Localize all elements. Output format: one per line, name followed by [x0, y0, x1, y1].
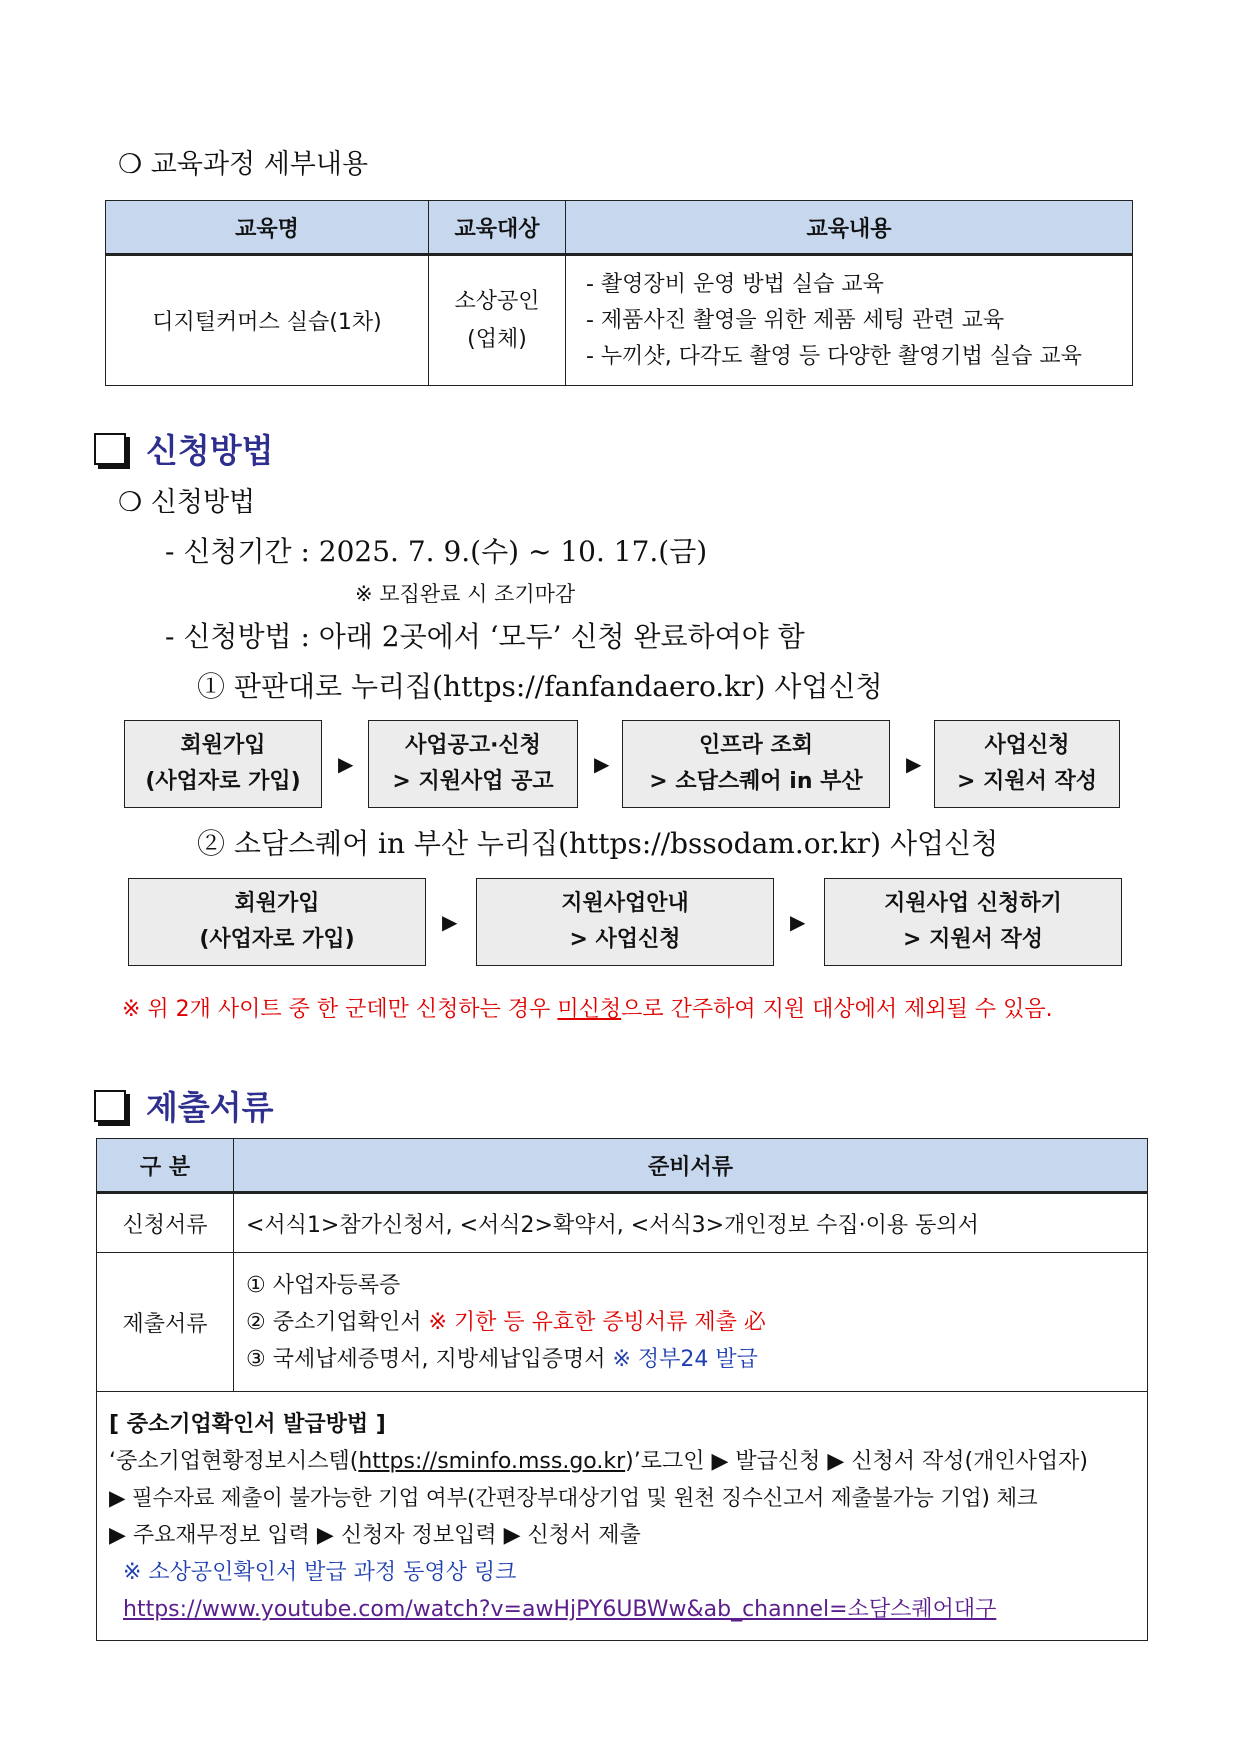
application-warning: [122, 992, 1053, 1023]
application-sub-heading: ❍ 신청방법: [118, 487, 256, 518]
flow1-step-signup-line2: (사업자로 가입): [145, 769, 301, 794]
warning-text-pre: ※ 위 2개 사이트 중 한 군데만 신청하는 경우: [122, 997, 558, 1022]
flow1-step-apply: [934, 720, 1120, 808]
flow2-step-apply: [824, 878, 1122, 966]
site2-label: ② 소담스퀘어 in 부산 누리집(https://bssodam.or.kr) 사업신청: [197, 827, 999, 860]
col-category: 구 분: [97, 1139, 234, 1193]
col-course-name: 교육명: [106, 201, 429, 255]
course-content-line2: - 제품사진 촬영을 위한 제품 세팅 관련 교육: [586, 307, 1005, 333]
course-content-line3: - 누끼샷, 다각도 촬영 등 다양한 촬영기법 실습 교육: [586, 343, 1082, 369]
col-course-target: 교육대상: [429, 201, 566, 255]
documents-table-header: [97, 1139, 1148, 1193]
sminfo-link[interactable]: https://sminfo.mss.go.kr: [358, 1449, 626, 1474]
arrow-right-icon: ▶: [906, 752, 922, 776]
submit-item-3: [246, 1341, 1146, 1378]
application-period-note: ※ 모집완료 시 조기마감: [355, 582, 576, 606]
course-target-line1: 소상공인: [454, 288, 540, 314]
guide-line1-pre: ‘중소기업현황정보시스템(: [109, 1449, 359, 1474]
col-course-content: 교육내용: [566, 201, 1133, 255]
documents-section-heading: [94, 1082, 274, 1129]
arrow-right-icon: ▶: [338, 752, 354, 776]
arrow-right-icon: ▶: [442, 910, 458, 934]
flow1-step-infra-line1: 인프라 조회: [699, 733, 813, 758]
flow2-step-apply-line2: > 지원서 작성: [902, 927, 1043, 952]
warning-text-underlined: 미신청: [557, 997, 622, 1022]
apply-docs-label: 신청서류: [97, 1193, 234, 1253]
submit-item-2: [246, 1304, 1146, 1341]
warning-text-post: 으로 간주하여 지원 대상에서 제외될 수 있음.: [621, 997, 1053, 1022]
course-table: [105, 200, 1133, 386]
course-name: 디지털커머스 실습(1차): [106, 255, 429, 386]
site1-label: ① 판판대로 누리집(https://fanfandaero.kr) 사업신청: [197, 670, 883, 703]
flow1-step-infra-line2: > 소담스퀘어 in 부산: [649, 769, 863, 794]
application-method: - 신청방법 : 아래 2곳에서 ‘모두’ 신청 완료하여야 함: [165, 620, 805, 653]
flow2-step-guide: [476, 878, 774, 966]
video-link-row: [109, 1591, 1137, 1628]
flow2-step-apply-line1: 지원사업 신청하기: [884, 891, 1062, 916]
flow2-step-guide-line2: > 사업신청: [569, 927, 681, 952]
flow2-step-guide-line1: 지원사업안내: [561, 891, 689, 916]
course-target-line2: (업체): [467, 326, 527, 352]
flow1-step-notice-line1: 사업공고·신청: [405, 733, 541, 758]
flow1-step-infra: [622, 720, 890, 808]
guide-line1-post: )’로그인 ▶ 발급신청 ▶ 신청서 작성(개인사업자): [625, 1449, 1088, 1474]
flow1-step-notice: [368, 720, 578, 808]
course-table-header: [106, 201, 1133, 255]
table-row: [106, 255, 1133, 386]
flow2-step-signup: [128, 878, 426, 966]
submit-item-3-note: ※ 정부24 발급: [612, 1346, 758, 1372]
submit-item-3-text: ③ 국세납세증명서, 지방세납입증명서: [246, 1346, 613, 1372]
arrow-right-icon: ▶: [790, 910, 806, 934]
table-row: [97, 1193, 1148, 1253]
application-section-title: 신청방법: [146, 431, 274, 470]
flow1-step-apply-line2: > 지원서 작성: [956, 769, 1097, 794]
documents-table: [96, 1138, 1148, 1641]
issuance-guide: [97, 1392, 1148, 1641]
course-target: [429, 255, 566, 386]
flow2-step-signup-line2: (사업자로 가입): [199, 927, 355, 952]
documents-section-title: 제출서류: [146, 1088, 274, 1127]
submit-item-2-note: ※ 기한 등 유효한 증빙서류 제출 必: [428, 1309, 766, 1335]
guide-line1: [109, 1443, 1137, 1480]
course-content: [566, 255, 1133, 386]
video-note: ※ 소상공인확인서 발급 과정 동영상 링크: [123, 1560, 517, 1585]
submit-item-2-text: ② 중소기업확인서: [246, 1309, 429, 1335]
apply-docs-value: <서식1>참가신청서, <서식2>확약서, <서식3>개인정보 수집·이용 동의서: [234, 1193, 1148, 1253]
course-content-line1: - 촬영장비 운영 방법 실습 교육: [586, 271, 884, 297]
flow2-step-signup-line1: 회원가입: [234, 891, 320, 916]
flow1-step-signup-line1: 회원가입: [180, 733, 266, 758]
col-documents: 준비서류: [234, 1139, 1148, 1193]
guide-title: [ 중소기업확인서 발급방법 ]: [109, 1412, 386, 1437]
square-bullet-icon: [94, 433, 126, 465]
video-link[interactable]: https://www.youtube.com/watch?v=awHjPY6UBWw&ab_channel=소담스퀘어대구: [123, 1597, 997, 1622]
table-row: [97, 1253, 1148, 1392]
arrow-right-icon: ▶: [594, 752, 610, 776]
guide-line3: ▶ 주요재무정보 입력 ▶ 신청자 정보입력 ▶ 신청서 제출: [109, 1523, 641, 1548]
table-row: [97, 1392, 1148, 1641]
application-section-heading: [94, 425, 274, 472]
submit-docs-value: [234, 1253, 1148, 1392]
flow1-step-signup: [124, 720, 322, 808]
square-bullet-icon: [94, 1090, 126, 1122]
course-details-heading: ❍ 교육과정 세부내용: [118, 149, 369, 180]
flow1-step-apply-line1: 사업신청: [984, 733, 1070, 758]
submit-docs-label: 제출서류: [97, 1253, 234, 1392]
submit-item-1: ① 사업자등록증: [246, 1272, 401, 1298]
application-period: - 신청기간 : 2025. 7. 9.(수) ~ 10. 17.(금): [165, 535, 708, 568]
guide-line2: ▶ 필수자료 제출이 불가능한 기업 여부(간편장부대상기업 및 원천 징수신고서 제출불가능 기업) 체크: [109, 1486, 1038, 1511]
flow1-step-notice-line2: > 지원사업 공고: [392, 769, 554, 794]
